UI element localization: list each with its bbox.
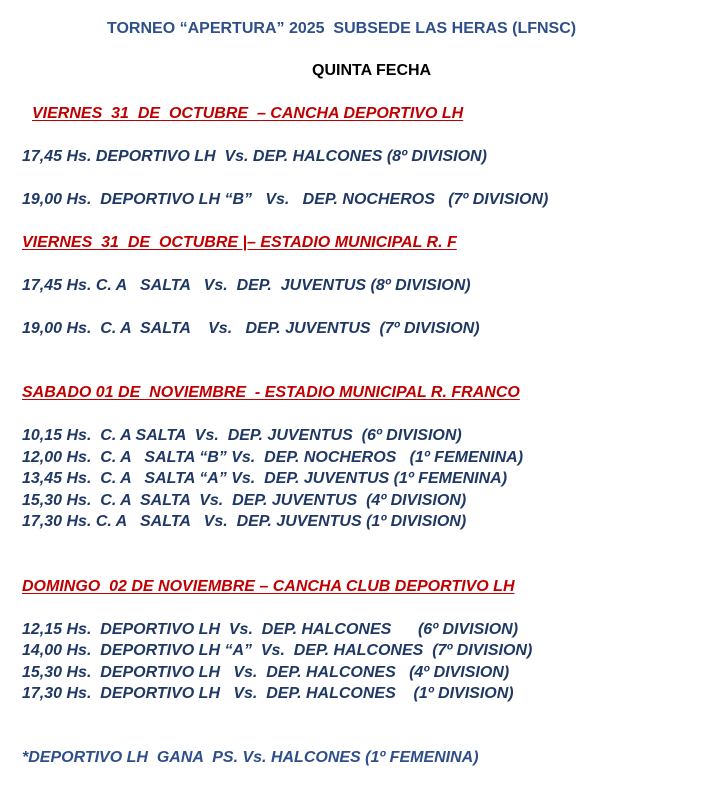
page-subtitle: QUINTA FECHA — [312, 62, 432, 79]
match-line: 12,15 Hs. DEPORTIVO LH Vs. DEP. HALCONES (6º DIVISION) — [22, 621, 519, 638]
match-line: 19,00 Hs. DEPORTIVO LH “B” Vs. DEP. NOCHEROS (7º DIVISION) — [22, 191, 549, 208]
match-line: 15,30 Hs. C. A SALTA Vs. DEP. JUVENTUS (4º DIVISION) — [22, 492, 467, 509]
match-line: 17,30 Hs. DEPORTIVO LH Vs. DEP. HALCONES (1º DIVISION) — [22, 685, 514, 702]
section-heading: DOMINGO 02 DE NOVIEMBRE – CANCHA CLUB DEPORTIVO LH — [22, 578, 515, 595]
section-heading: VIERNES 31 DE OCTUBRE – CANCHA DEPORTIVO LH — [32, 105, 464, 122]
match-line: 17,30 Hs. C. A SALTA Vs. DEP. JUVENTUS (1º DIVISION) — [22, 513, 467, 530]
match-line: 10,15 Hs. C. A SALTA Vs. DEP. JUVENTUS (6º DIVISION) — [22, 427, 462, 444]
match-line: 15,30 Hs. DEPORTIVO LH Vs. DEP. HALCONES (4º DIVISION) — [22, 664, 510, 681]
match-line: 12,00 Hs. C. A SALTA “B” Vs. DEP. NOCHEROS (1º FEMENINA) — [22, 449, 524, 466]
result-note: *DEPORTIVO LH GANA PS. Vs. HALCONES (1º FEMENINA) — [22, 749, 479, 766]
match-line: 19,00 Hs. C. A SALTA Vs. DEP. JUVENTUS (7º DIVISION) — [22, 320, 480, 337]
match-line: 17,45 Hs. C. A SALTA Vs. DEP. JUVENTUS (8º DIVISION) — [22, 277, 471, 294]
section-heading: VIERNES 31 DE OCTUBRE |– ESTADIO MUNICIPAL R. F — [22, 234, 457, 251]
page-title: TORNEO “APERTURA” 2025 SUBSEDE LAS HERAS (LFNSC) — [107, 20, 577, 37]
match-line: 14,00 Hs. DEPORTIVO LH “A” Vs. DEP. HALCONES (7º DIVISION) — [22, 642, 533, 659]
match-line: 17,45 Hs. DEPORTIVO LH Vs. DEP. HALCONES (8º DIVISION) — [22, 148, 487, 165]
section-heading: SABADO 01 DE NOVIEMBRE - ESTADIO MUNICIPAL R. FRANCO — [22, 384, 520, 401]
match-line: 13,45 Hs. C. A SALTA “A” Vs. DEP. JUVENTUS (1º FEMENINA) — [22, 470, 508, 487]
